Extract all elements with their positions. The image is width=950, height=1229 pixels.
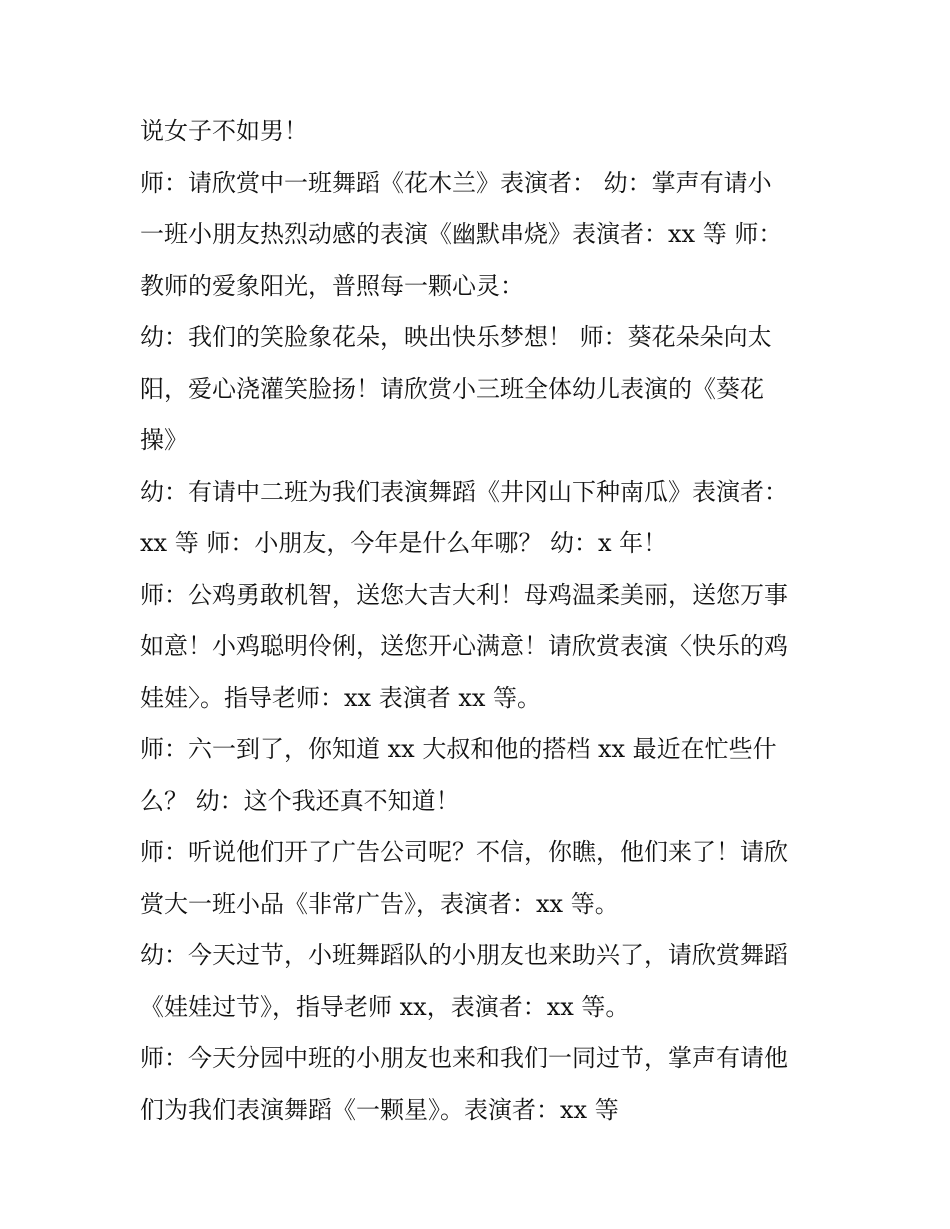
- text-line: 师：听说他们开了广告公司呢？不信，你瞧，他们来了！请欣: [140, 838, 788, 866]
- text-line: 师：请欣赏中一班舞蹈《花木兰》表演者： 幼：掌声有请小: [140, 168, 772, 197]
- text-line: 幼：今天过节，小班舞蹈队的小朋友也来助兴了，请欣赏舞蹈: [140, 941, 788, 969]
- text-line: 娃娃〉。指导老师：xx 表演者 xx 等。: [140, 683, 542, 712]
- text-line: 操》: [140, 426, 188, 454]
- text-line: 么？ 幼：这个我还真不知道！: [140, 786, 460, 815]
- text-line: 师：今天分园中班的小朋友也来和我们一同过节，掌声有请他: [140, 1044, 788, 1072]
- text-line: 教师的爱象阳光，普照每一颗心灵：: [140, 271, 524, 300]
- text-line: 一班小朋友热烈动感的表演《幽默串烧》表演者：xx 等 师：: [140, 220, 783, 248]
- text-line: 《娃娃过节》，指导老师 xx，表演者：xx 等。: [140, 992, 630, 1021]
- text-line: 们为我们表演舞蹈《一颗星》。表演者：xx 等: [140, 1095, 619, 1124]
- text-line: xx 等 师：小朋友，今年是什么年哪？ 幼：x 年！: [140, 529, 668, 557]
- document-body: [140, 106, 820, 1136]
- text-line: 幼：有请中二班为我们表演舞蹈《井冈山下种南瓜》表演者：: [140, 477, 788, 506]
- text-line: 师：公鸡勇敢机智，送您大吉大利！母鸡温柔美丽，送您万事: [140, 580, 788, 609]
- text-line: 赏大一班小品《非常广告》，表演者：xx 等。: [140, 889, 619, 918]
- text-line: 师：六一到了，你知道 xx 大叔和他的搭档 xx 最近在忙些什: [140, 735, 777, 763]
- text-line: 如意！小鸡聪明伶俐，送您开心满意！请欣赏表演〈快乐的鸡: [140, 632, 788, 660]
- text-line: 说女子不如男！: [140, 117, 308, 145]
- text-line: 幼：我们的笑脸象花朵，映出快乐梦想！ 师：葵花朵朵向太: [140, 323, 772, 351]
- text-line: 阳，爱心浇灌笑脸扬！请欣赏小三班全体幼儿表演的《葵花: [140, 374, 764, 403]
